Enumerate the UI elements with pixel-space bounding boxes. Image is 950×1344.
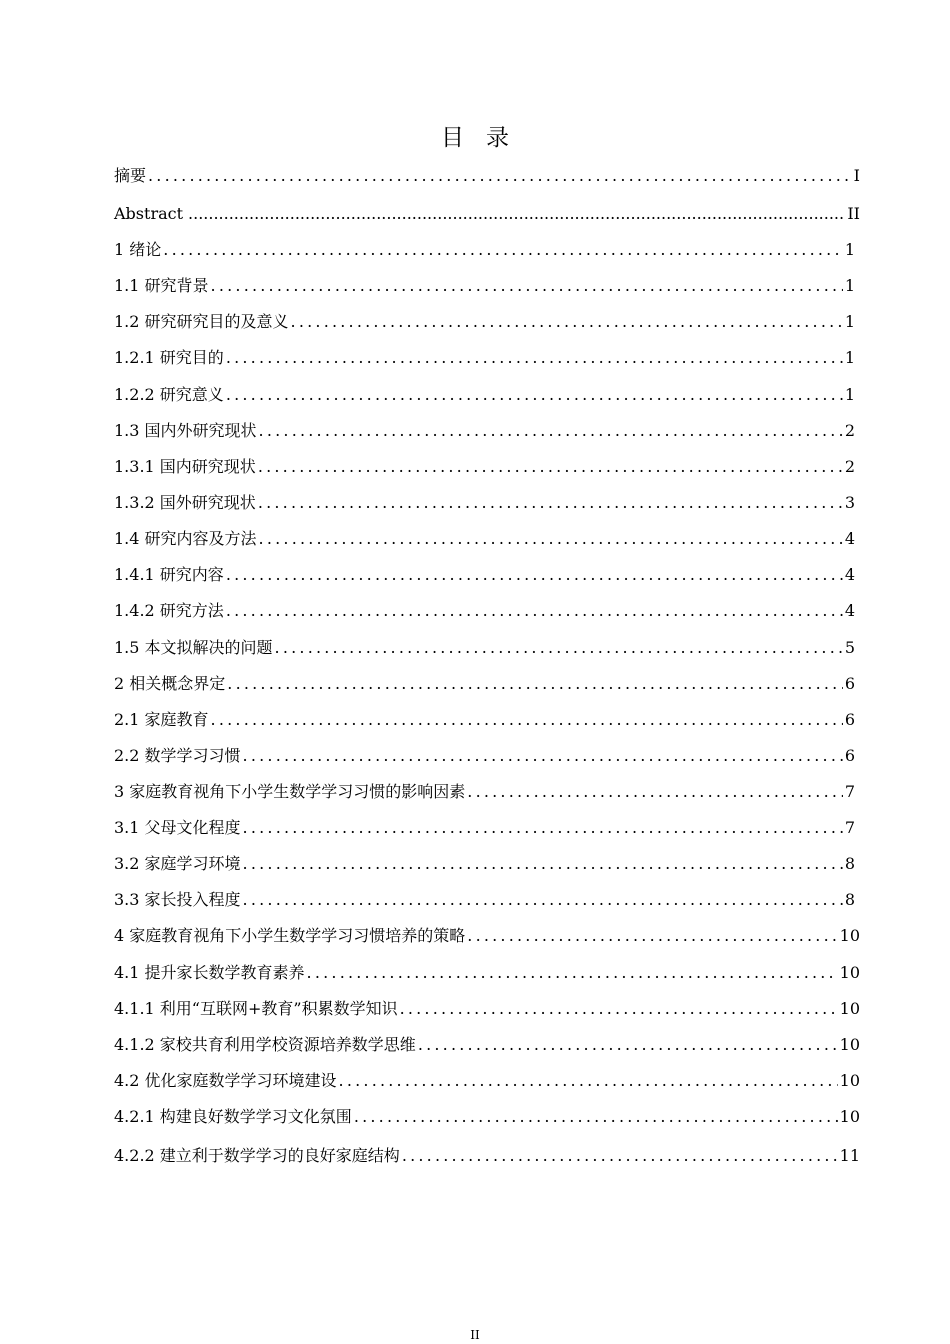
toc-entry-3-2[interactable]	[114, 852, 855, 876]
toc-leader-dots	[259, 419, 843, 443]
toc-entry-4-2-1[interactable]	[114, 1105, 860, 1129]
toc-leader-dots	[354, 1105, 838, 1129]
toc-entry-label: 1.2 研究研究目的及意义	[114, 312, 289, 331]
toc-leader-dots	[243, 744, 843, 768]
toc-entry-label: 4.2 优化家庭数学学习环境建设	[114, 1071, 337, 1090]
toc-leader-dots	[259, 527, 843, 551]
toc-entry-1-3-1[interactable]	[114, 455, 855, 479]
toc-entry-label: 2.2 数学学习习惯	[114, 746, 241, 765]
toc-leader-dots	[400, 997, 838, 1021]
toc-leader-dots	[243, 888, 843, 912]
table-of-contents	[114, 0, 860, 1344]
toc-entry-page: 1	[844, 312, 855, 331]
toc-entry-page: I	[853, 166, 860, 185]
toc-title: 目录	[441, 125, 531, 151]
toc-entry-page: 7	[844, 818, 855, 837]
toc-entry-label: 1.4 研究内容及方法	[114, 529, 257, 548]
toc-entry-chapter-3[interactable]	[114, 780, 855, 804]
toc-leader-dots	[226, 383, 843, 407]
toc-entry-page: 2	[844, 457, 855, 476]
toc-leader-dots	[467, 780, 843, 804]
toc-entry-chapter-4[interactable]	[114, 924, 860, 948]
toc-entry-page: 4	[844, 529, 855, 548]
toc-entry-page: 1	[844, 385, 855, 404]
toc-entry-label: 4.2.2 建立利于数学学习的良好家庭结构	[114, 1146, 400, 1165]
toc-leader-dots	[243, 816, 843, 840]
toc-leader-dots	[188, 202, 845, 226]
toc-entry-page: 2	[844, 421, 855, 440]
toc-entry-1-4-2[interactable]	[114, 599, 855, 623]
toc-entry-chapter-2[interactable]	[114, 672, 855, 696]
toc-entry-1-2-1[interactable]	[114, 346, 855, 370]
toc-entry-page: 8	[844, 854, 855, 873]
toc-entry-page: 4	[844, 601, 855, 620]
toc-entry-4-2[interactable]	[114, 1069, 860, 1093]
toc-leader-dots	[243, 852, 843, 876]
toc-entry-page: 10	[839, 926, 860, 945]
toc-leader-dots	[258, 491, 843, 515]
toc-leader-dots	[226, 346, 843, 370]
toc-entry-label: 1 绪论	[114, 240, 162, 259]
toc-entry-page: 6	[844, 710, 855, 729]
toc-leader-dots	[227, 672, 843, 696]
toc-entry-2-1[interactable]	[114, 708, 855, 732]
toc-entry-label: 2.1 家庭教育	[114, 710, 209, 729]
toc-leader-dots	[211, 274, 843, 298]
toc-leader-dots	[275, 636, 843, 660]
toc-entry-page: 1	[844, 348, 855, 367]
toc-entry-page: 1	[844, 276, 855, 295]
toc-entry-page: 4	[844, 565, 855, 584]
toc-entry-1-2[interactable]	[114, 310, 855, 334]
toc-entry-page: 10	[839, 1071, 860, 1090]
toc-entry-label: 1.4.2 研究方法	[114, 601, 224, 620]
toc-entry-label: 3.2 家庭学习环境	[114, 854, 241, 873]
toc-entry-label: 1.2.1 研究目的	[114, 348, 224, 367]
toc-entry-chapter-1[interactable]	[114, 238, 855, 262]
toc-entry-abstract-cn[interactable]	[114, 164, 860, 188]
toc-entry-4-1-2[interactable]	[114, 1033, 860, 1057]
toc-entry-label: 3 家庭教育视角下小学生数学学习习惯的影响因素	[114, 782, 466, 801]
toc-entry-label: 3.3 家长投入程度	[114, 890, 241, 909]
toc-entry-label: 1.3.2 国外研究现状	[114, 493, 256, 512]
toc-entry-label: 4 家庭教育视角下小学生数学学习习惯培养的策略	[114, 926, 466, 945]
toc-entry-page: 11	[839, 1146, 860, 1165]
toc-entry-1-3[interactable]	[114, 419, 855, 443]
toc-leader-dots	[226, 563, 843, 587]
toc-entry-page: 6	[844, 746, 855, 765]
toc-entry-1-2-2[interactable]	[114, 383, 855, 407]
toc-entry-1-5[interactable]	[114, 636, 855, 660]
toc-leader-dots	[258, 455, 843, 479]
toc-entry-page: 8	[844, 890, 855, 909]
toc-leader-dots	[339, 1069, 838, 1093]
toc-entry-label: 4.1 提升家长数学教育素养	[114, 963, 305, 982]
toc-entry-3-1[interactable]	[114, 816, 855, 840]
toc-entry-4-1[interactable]	[114, 961, 860, 985]
toc-entry-label: 1.1 研究背景	[114, 276, 209, 295]
toc-entry-page: 1	[844, 240, 855, 259]
toc-entry-page: 10	[839, 963, 860, 982]
toc-entry-page: 5	[844, 638, 855, 657]
toc-entry-page: 10	[839, 1035, 860, 1054]
toc-leader-dots	[307, 961, 838, 985]
toc-entry-label: Abstract	[114, 204, 184, 223]
toc-entry-label: 摘要	[114, 166, 147, 185]
toc-entry-label: 1.3 国内外研究现状	[114, 421, 257, 440]
toc-entry-label: 4.1.2 家校共育利用学校资源培养数学思维	[114, 1035, 416, 1054]
toc-entry-label: 2 相关概念界定	[114, 674, 226, 693]
toc-leader-dots	[291, 310, 843, 334]
toc-entry-abstract-en[interactable]	[114, 202, 860, 226]
page-number: II	[470, 1328, 480, 1342]
toc-entry-1-4[interactable]	[114, 527, 855, 551]
toc-entry-3-3[interactable]	[114, 888, 855, 912]
toc-entry-label: 1.2.2 研究意义	[114, 385, 224, 404]
toc-entry-page: 7	[844, 782, 855, 801]
toc-entry-2-2[interactable]	[114, 744, 855, 768]
toc-entry-1-4-1[interactable]	[114, 563, 855, 587]
toc-leader-dots	[148, 164, 852, 188]
toc-entry-label: 4.1.1 利用“互联网+教育”积累数学知识	[114, 999, 398, 1018]
toc-entry-label: 1.3.1 国内研究现状	[114, 457, 256, 476]
toc-leader-dots	[402, 1144, 838, 1168]
toc-leader-dots	[467, 924, 837, 948]
toc-entry-page: 10	[839, 1107, 860, 1126]
toc-leader-dots	[163, 238, 843, 262]
toc-leader-dots	[418, 1033, 838, 1057]
toc-leader-dots	[211, 708, 843, 732]
toc-entry-4-1-1[interactable]	[114, 997, 860, 1021]
toc-entry-label: 3.1 父母文化程度	[114, 818, 241, 837]
toc-entry-label: 1.5 本文拟解决的问题	[114, 638, 273, 657]
toc-entry-page: 3	[844, 493, 855, 512]
toc-entry-label: 1.4.1 研究内容	[114, 565, 224, 584]
toc-leader-dots	[226, 599, 843, 623]
toc-entry-1-1[interactable]	[114, 274, 855, 298]
toc-entry-page: II	[847, 204, 860, 223]
toc-entry-page: 6	[844, 674, 855, 693]
toc-entry-1-3-2[interactable]	[114, 491, 855, 515]
toc-entry-label: 4.2.1 构建良好数学学习文化氛围	[114, 1107, 352, 1126]
toc-entry-4-2-2[interactable]	[114, 1144, 860, 1168]
toc-entry-page: 10	[839, 999, 860, 1018]
